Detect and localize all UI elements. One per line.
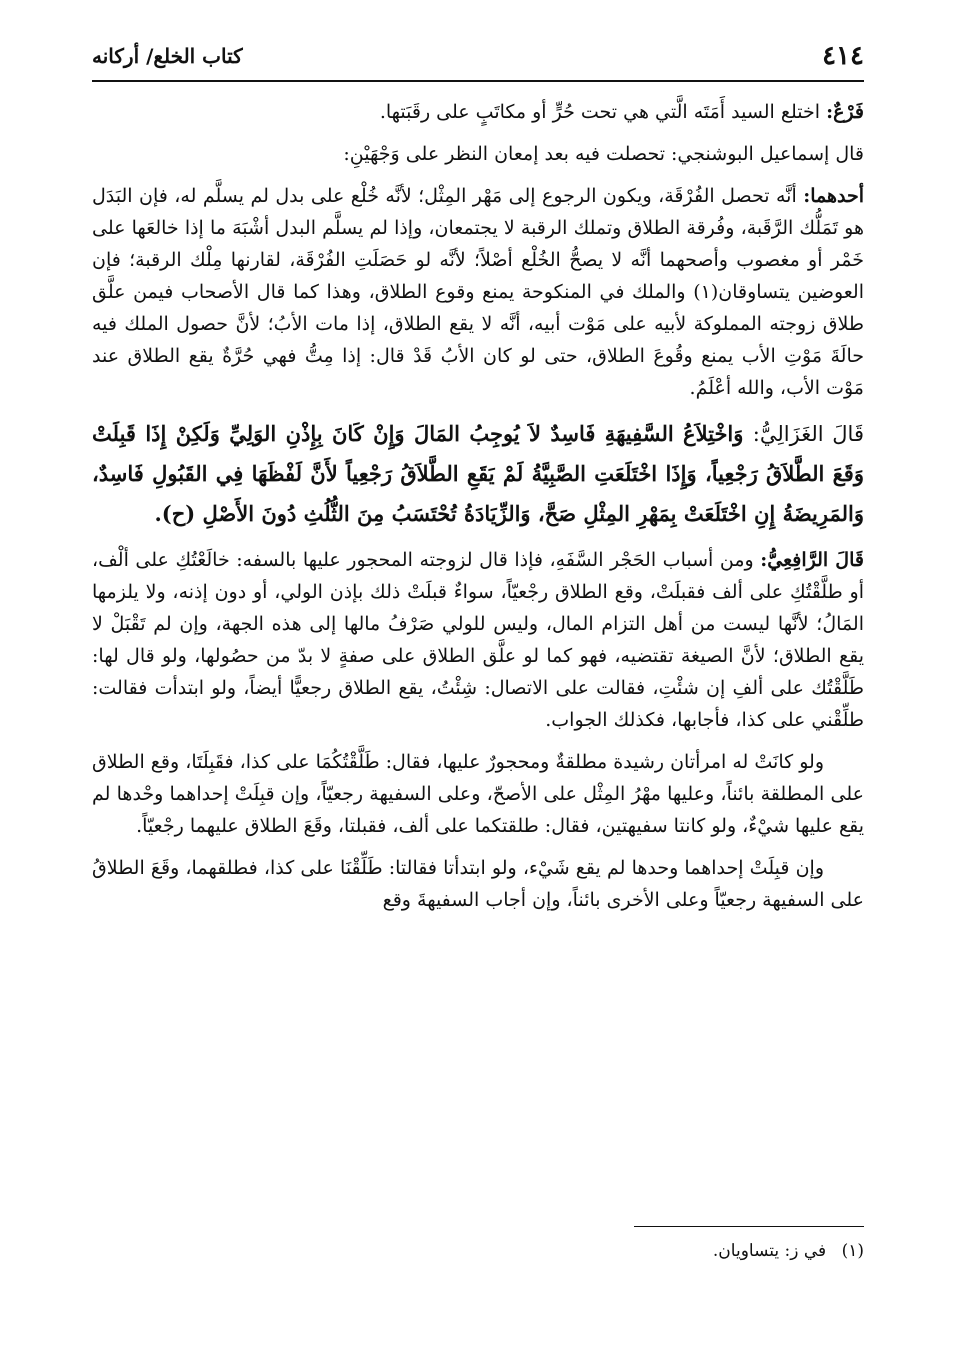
running-title: كتاب الخلع/ أركانه [92, 44, 243, 68]
paragraph-lead: أحدهما: [803, 185, 864, 207]
paragraph-text: وإن قبِلَتْ إحداهما وحدها لم يقع شَيْء، ولو ابتدأتا فقالتا: طَلِّقْنَا على كذا، فطلقهما، وقَعَ الطلاقُ على السفيهة رجعيّاً وعلى الأخرى بائناً، وإن أجاب السفيهةَ وقع [92, 857, 864, 911]
header-divider [92, 80, 864, 82]
paragraph-text: وَاخْتِلاَعُ السَّفِيهَةِ فَاسِدٌ لاَ يُوجِبُ المَالَ وَإِنْ كَانَ بِإِذْنِ الوَلِيِّ وَلَكِنْ إِذَا قَبِلَتْ وَقَعَ الطَّلاَقُ رَجْعِياً، وَإِذَا اخْتَلَعَتِ الصَّبِيَّةُ لَمْ يَقَعِ الطَّلاَقُ رَجْعِياً لأَنَّ لَفْظَهَا فِي القَبُولِ فَاسِدٌ، وَالمَرِيضَةُ إِنِ اخْتَلَعَتْ بِمَهْرِ المِثْلِ صَحَّ، وَالزِّيَادَةُ تُحْتَسَبُ مِنَ الثُّلُثِ دُونَ الأَصْلِ (ح). [92, 421, 864, 526]
page-number: ٤١٤ [822, 41, 864, 71]
paragraph-one-accepts [92, 852, 864, 916]
footnote-divider [634, 1226, 864, 1227]
paragraph-bushanji [92, 138, 864, 170]
footnote-text: في ز: يتساويان. [712, 1241, 827, 1261]
paragraph-text: قال إسماعيل البوشنجي: تحصلت فيه بعد إمعان النظر على وَجْهَيْنِ: [343, 143, 864, 165]
paragraph-two-wives [92, 746, 864, 842]
paragraph-lead: قَالَ الرَّافِعِيُّ: [760, 549, 864, 571]
paragraph-lead: فَرْعٌ: [826, 101, 864, 123]
footnote-marker: (١) [841, 1241, 864, 1261]
paragraph-ghazali-matn [92, 414, 864, 534]
footnote [92, 1238, 864, 1264]
paragraph-first-view [92, 180, 864, 404]
page-header [92, 34, 864, 78]
paragraph-rafii-commentary [92, 544, 864, 736]
paragraph-text: ولو كانَتْ له امرأتان رشيدة مطلقةٌ ومحجورٌ عليها، فقال: طَلَّقْتُكُمَا على كذا، فقَبِلَتَا، وقع الطلاق على المطلقة بائناً، وعليها مهْرُ المِثْل على الأصحّ، وعلى السفيهة رجعيّاً، وإن قبِلَتْ إحداهما وحْدها لم يقع عليها شيْءٌ، ولو كانتا سفيهتين، فقال: طلقتكما على ألف، فقبلتا، وقَعَ الطلاق عليهما رجْعيّاً. [92, 751, 864, 837]
paragraph-text: أنَّه تحصل الفُرْقَة، ويكون الرجوع إلى مَهْر المِثْل؛ لأنَّه خُلْع على بدل لم يسلَّم له، فإن البَدَل هو تَمَلُّك الرَّقَبة، وفُرقة الطلاق وتملك الرقبة لا يجتمعان، وإذا لم يسلَّم البدل أشْبَهَ ما إذا خالعَها على خَمْر أو مغصوب وأصحهما أنَّه لا يصحُّ الخُلْع أصْلاً؛ لأنَّه لو حَصَلَتِ الفُرْقَة، لقارنها مِلْك الرقبة؛ فإن العوضين يتساوقان(١) والملك في المنكوحة يمنع وقوع الطلاق، وهذا كما قال الأصحاب فيمن علَّق طلاق زوجته المملوكة لأبيه على مَوْت أبيه، أنَّه لا يقع الطلاق، إذا مات الأبُ؛ لأنَّ حصول الملك فيه حالَةَ مَوْتِ الأب يمنع وقُوعَ الطلاق، حتى لو كان الأبُ قَدْ قال: إذا مِتُّ فهي حُرَّةٌ يقع الطلاق عند مَوْت الأب، والله أعْلَمُ. [92, 185, 865, 399]
paragraph-far [92, 96, 864, 128]
paragraph-text: اختلع السيد أَمَتَه الَّتي هي تحت حُرٍّ أو مكاتَبٍ على رقَبَتها. [379, 101, 827, 123]
paragraph-text: ومن أسباب الحَجْر السَّفَهِ، فإذا قال لزوجته المحجور عليها بالسفه: خالَعْتُكِ على ألْف، أو طلَّقْتُكِ على ألف فقبلَتْ، وقع الطلاق رجْعيّاً، سواءٌ قبلَتْ ذلك بإذن الولي، أو دون إذنه، ولا يلزمها المَالُ؛ لأنَّها ليست من أهل التزام المال، وليس للولي صَرْفُ مالها إلى هذه الجهة، وإن لم تَقْبَلْ لا يقع الطلاق؛ لأنَّ الصيغة تقتضيه، فهو كما لو علَّق الطلاق على صفةٍ لا بدّ من حصُولها، ولو قال لها: طَلَّقْتُك على ألفِ إن شئْتِ، فقالت على الاتصال: شِئْتُ، يقع الطلاق رجعيًّا أيضاً، ولو ابتدأت فقالت: طلِّقْني على كذا، فأجابها، فكذلك الجواب. [92, 549, 864, 731]
paragraph-lead: قَالَ الغَزَالِيُّ: [752, 422, 864, 446]
page-body [92, 96, 864, 926]
